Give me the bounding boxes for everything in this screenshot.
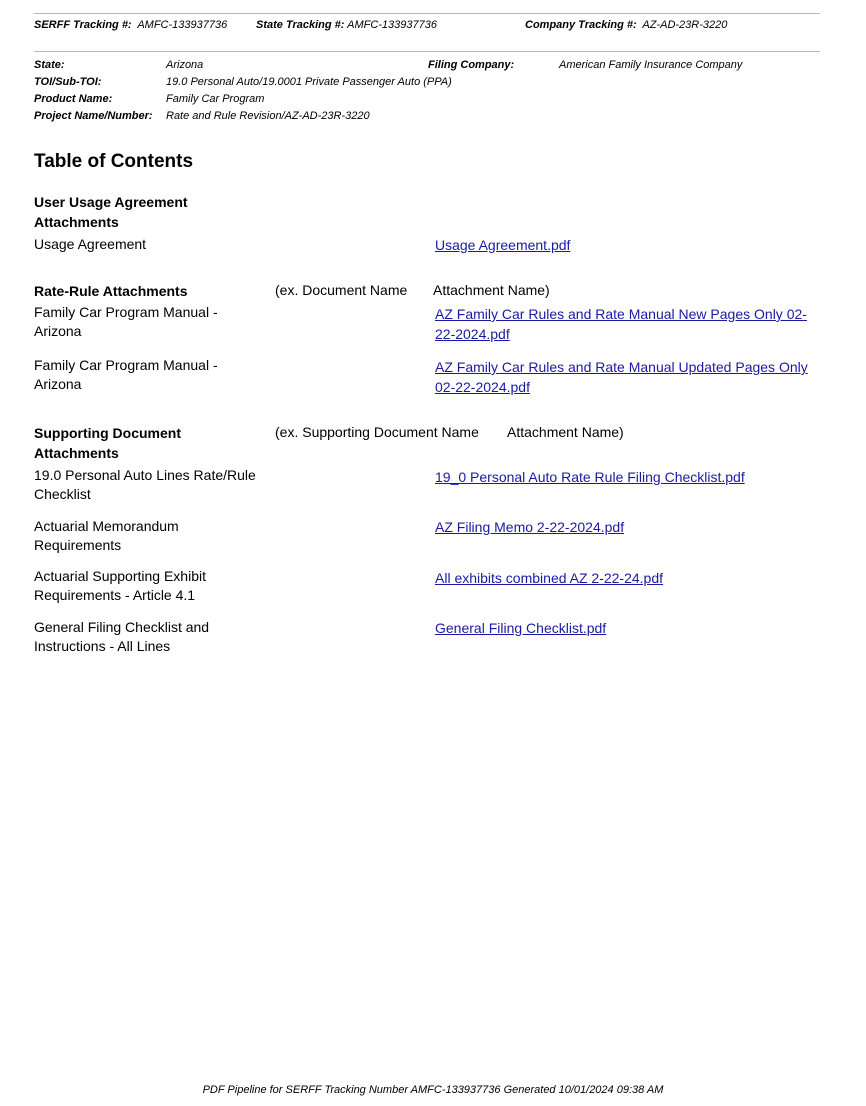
project-value: Rate and Rule Revision/AZ-AD-23R-3220 <box>166 110 370 122</box>
filing-company-value: American Family Insurance Company <box>559 59 743 71</box>
toi-value: 19.0 Personal Auto/19.0001 Private Passenger Auto (PPA) <box>166 76 452 88</box>
state-label: State: <box>34 59 65 71</box>
state-tracking <box>256 19 437 31</box>
filing-company-label: Filing Company: <box>428 59 515 71</box>
rate-rule-item-link-1[interactable]: AZ Family Car Rules and Rate Manual New Pages Only 02-22-2024.pdf <box>435 306 807 342</box>
project-label: Project Name/Number: <box>34 110 153 122</box>
supporting-col-doc: (ex. Supporting Document Name <box>275 424 479 440</box>
product-value: Family Car Program <box>166 93 265 105</box>
company-tracking <box>525 19 727 31</box>
top-rule <box>34 13 820 14</box>
usage-agreement-name: Usage Agreement <box>34 236 147 252</box>
supporting-item-link-3[interactable]: All exhibits combined AZ 2-22-24.pdf <box>435 570 664 586</box>
rate-rule-item-link-2[interactable]: AZ Family Car Rules and Rate Manual Updated Pages Only 02-22-2024.pdf <box>435 359 808 395</box>
serff-tracking-value: AMFC-133937736 <box>137 19 228 31</box>
supporting-item-name-3: Actuarial Supporting Exhibit Requirements - Article 4.1 <box>34 568 206 603</box>
page-footer: PDF Pipeline for SERFF Tracking Number AMFC-133937736 Generated 10/01/2024 09:38 AM <box>202 1084 664 1096</box>
supporting-item-link-2[interactable]: AZ Filing Memo 2-22-2024.pdf <box>435 519 625 535</box>
rate-rule-col-attachment: Attachment Name) <box>433 282 550 298</box>
rate-rule-item-name-1: Family Car Program Manual - Arizona <box>34 304 218 339</box>
state-value: Arizona <box>166 59 204 71</box>
usage-agreement-link[interactable]: Usage Agreement.pdf <box>435 237 571 253</box>
user-usage-heading: User Usage Agreement Attachments <box>34 194 188 230</box>
supporting-item-name-2: Actuarial Memorandum Requirements <box>34 518 179 553</box>
supporting-heading: Supporting Document Attachments <box>34 425 181 461</box>
supporting-item-name-1: 19.0 Personal Auto Lines Rate/Rule Checklist <box>34 467 256 502</box>
toi-label: TOI/Sub-TOI: <box>34 76 102 88</box>
header-rule <box>34 51 820 52</box>
supporting-item-link-4[interactable]: General Filing Checklist.pdf <box>435 620 607 636</box>
rate-rule-item-name-2: Family Car Program Manual - Arizona <box>34 357 218 392</box>
supporting-item-link-1[interactable]: 19_0 Personal Auto Rate Rule Filing Checklist.pdf <box>435 469 745 485</box>
product-label: Product Name: <box>34 93 113 105</box>
state-tracking-label: State Tracking #: <box>256 19 345 31</box>
company-tracking-label: Company Tracking #: <box>525 19 637 31</box>
serff-tracking <box>34 19 227 31</box>
state-tracking-value: AMFC-133937736 <box>347 19 437 31</box>
toc-title: Table of Contents <box>34 151 194 172</box>
supporting-col-attachment: Attachment Name) <box>507 424 624 440</box>
rate-rule-heading: Rate-Rule Attachments <box>34 283 188 299</box>
company-tracking-value: AZ-AD-23R-3220 <box>642 19 728 31</box>
serff-tracking-label: SERFF Tracking #: <box>34 19 132 31</box>
supporting-item-name-4: General Filing Checklist and Instructions - All Lines <box>34 619 210 654</box>
rate-rule-col-doc: (ex. Document Name <box>275 282 408 298</box>
